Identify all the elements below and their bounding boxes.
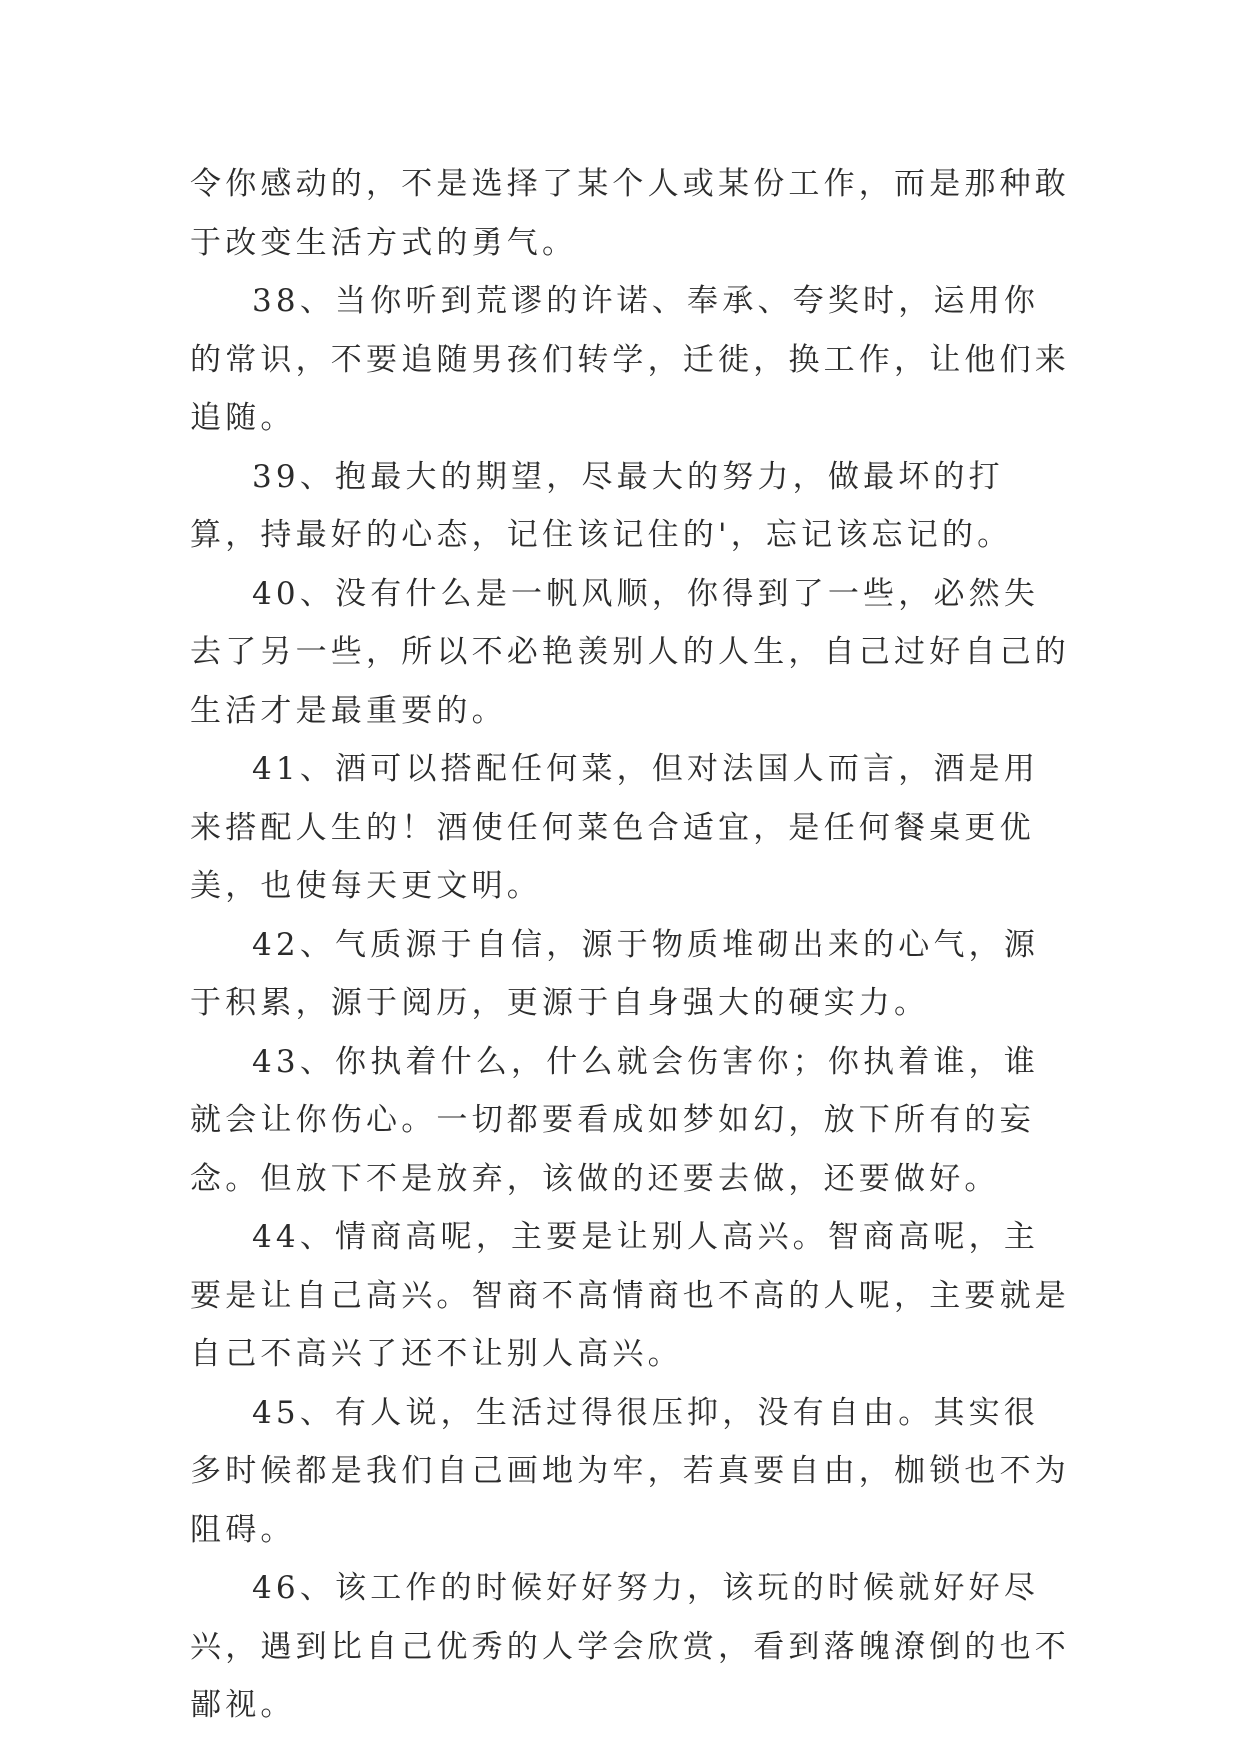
paragraph-45: 45、有人说，生活过得很压抑，没有自由。其实很多时候都是我们自己画地为牢，若真要自由，枷锁也不为阻碍。 <box>190 1394 1070 1548</box>
paragraph-39: 39、抱最大的期望，尽最大的努力，做最坏的打算，持最好的心态，记住该记住的'，忘记该忘记的。 <box>190 458 1013 553</box>
paragraph-42: 42、气质源于自信，源于物质堆砌出来的心气，源于积累，源于阅历，更源于自身强大的硬实力。 <box>190 926 1040 1021</box>
paragraph-38: 38、当你听到荒谬的许诺、奉承、夸奖时，运用你的常识，不要追随男孩们转学，迁徙，换工作，让他们来追随。 <box>190 283 1070 436</box>
paragraph-40: 40、没有什么是一帆风顺，你得到了一些，必然失去了另一些，所以不必艳羡别人的人生，自己过好自己的生活才是最重要的。 <box>190 575 1070 729</box>
paragraph-46: 46、该工作的时候好好努力，该玩的时候就好好尽兴，遇到比自己优秀的人学会欣赏，看到落魄潦倒的也不鄙视。 <box>190 1570 1070 1723</box>
document-body <box>190 155 1070 1735</box>
paragraph-44: 44、情商高呢，主要是让别人高兴。智商高呢，主要是让自己高兴。智商不高情商也不高的人呢，主要就是自己不高兴了还不让别人高兴。 <box>190 1219 1070 1372</box>
paragraph-continuation: 令你感动的，不是选择了某个人或某份工作，而是那种敢于改变生活方式的勇气。 <box>190 166 1070 261</box>
paragraph-43: 43、你执着什么，什么就会伤害你；你执着谁，谁就会让你伤心。一切都要看成如梦如幻，放下所有的妄念。但放下不是放弃，该做的还要去做，还要做好。 <box>190 1043 1040 1197</box>
paragraph-41: 41、酒可以搭配任何菜，但对法国人而言，酒是用来搭配人生的！酒使任何菜色合适宜，是任何餐桌更优美，也使每天更文明。 <box>190 751 1040 904</box>
